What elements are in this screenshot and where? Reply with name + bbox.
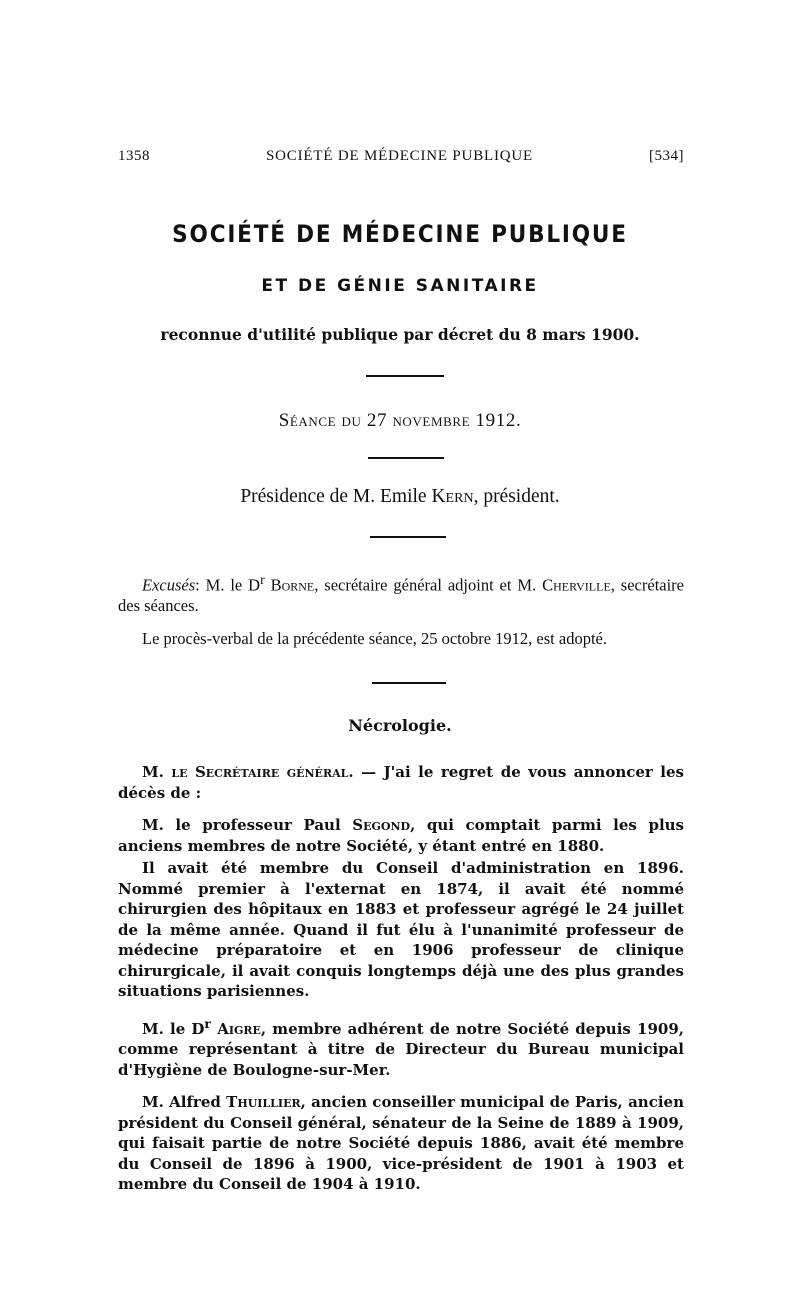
- deceased-name: Segond: [352, 816, 411, 834]
- presidence-text: Présidence de M. Emile: [240, 486, 427, 507]
- page-reference: [534]: [649, 148, 684, 164]
- seance-prefix: Séance du: [278, 410, 362, 431]
- divider-rule: [368, 457, 444, 459]
- seance-day: 27: [366, 410, 388, 431]
- secretary-title: le Secrétaire général: [171, 763, 349, 781]
- society-title: SOCIÉTÉ DE MÉDECINE PUBLIQUE: [172, 220, 628, 248]
- obituary-segond-career: Il avait été membre du Conseil d'administration en 1896. Nommé premier à l'externat en 1874, il avait été nommé chirurgien des hôpitaux en 1883 et professeur agrégé le 24 juillet de la même année. Quand il fut élu à l'unanimité professeur de médecine préparatoire et en 1906 professeur de clinique chirurgicale, il avait conquis longtemps déjà une des plus grandes situations parisiennes.: [118, 859, 684, 1000]
- excuses-paragraph: Excusés: M. le $D^r$ Borne, secrétaire général adjoint et M. Cherville, secrétaire des séances.: [118, 572, 685, 615]
- running-head: [118, 148, 684, 165]
- divider-rule: [366, 375, 444, 377]
- running-title: SOCIÉTÉ DE MÉDECINE PUBLIQUE: [266, 148, 533, 164]
- obituary-thuillier: M. Alfred Thuillier, ancien conseiller municipal de Paris, ancien président du Conseil général, sénateur de la Seine de 1889 à 1909, qui faisait partie de notre Société depuis 1886, avait été membre du Conseil de 1896 à 1900, vice-président de 1901 à 1903 et membre du Conseil de 1904 à 1910.: [118, 1093, 684, 1193]
- secretary-paragraph: M. le Secrétaire général. — J'ai le regret de vous annoncer les décès de :: [118, 763, 684, 802]
- seance-date: [0, 410, 800, 432]
- society-subtitle: ET DE GÉNIE SANITAIRE: [261, 276, 539, 296]
- obituary-block: [118, 762, 684, 1207]
- excused-name: Cherville: [542, 575, 611, 595]
- deceased-name: Thuillier: [226, 1093, 301, 1111]
- presidence-line: [0, 486, 800, 508]
- seance-year: 1912.: [475, 410, 522, 431]
- seance-month: novembre: [392, 410, 471, 431]
- divider-rule: [372, 682, 446, 684]
- decree-line: reconnue d'utilité publique par décret du 8 mars 1900.: [160, 325, 640, 344]
- proces-verbal-paragraph: Le procès-verbal de la précédente séance, 25 octobre 1912, est adopté.: [142, 628, 607, 648]
- minutes-block: [118, 570, 684, 661]
- section-heading: Nécrologie.: [348, 716, 452, 735]
- obituary-aigre: M. le $D^r$ Aigre, membre adhérent de notre Société depuis 1909, comme représentant à titre de Directeur du Bureau municipal d'Hygiène de Boulogne-sur-Mer.: [118, 1015, 684, 1079]
- obituary-segond: M. le professeur Paul Segond, qui comptait parmi les plus anciens membres de notre Société, y étant entré en 1880.: [118, 816, 684, 855]
- presidence-suffix: , président.: [473, 486, 560, 507]
- deceased-name: Aigre: [217, 1019, 261, 1038]
- excuses-label: Excusés: [142, 575, 196, 595]
- president-name: Kern: [431, 486, 474, 507]
- page-number: 1358: [118, 148, 150, 164]
- divider-rule: [370, 536, 446, 538]
- excused-name: Borne: [270, 575, 315, 595]
